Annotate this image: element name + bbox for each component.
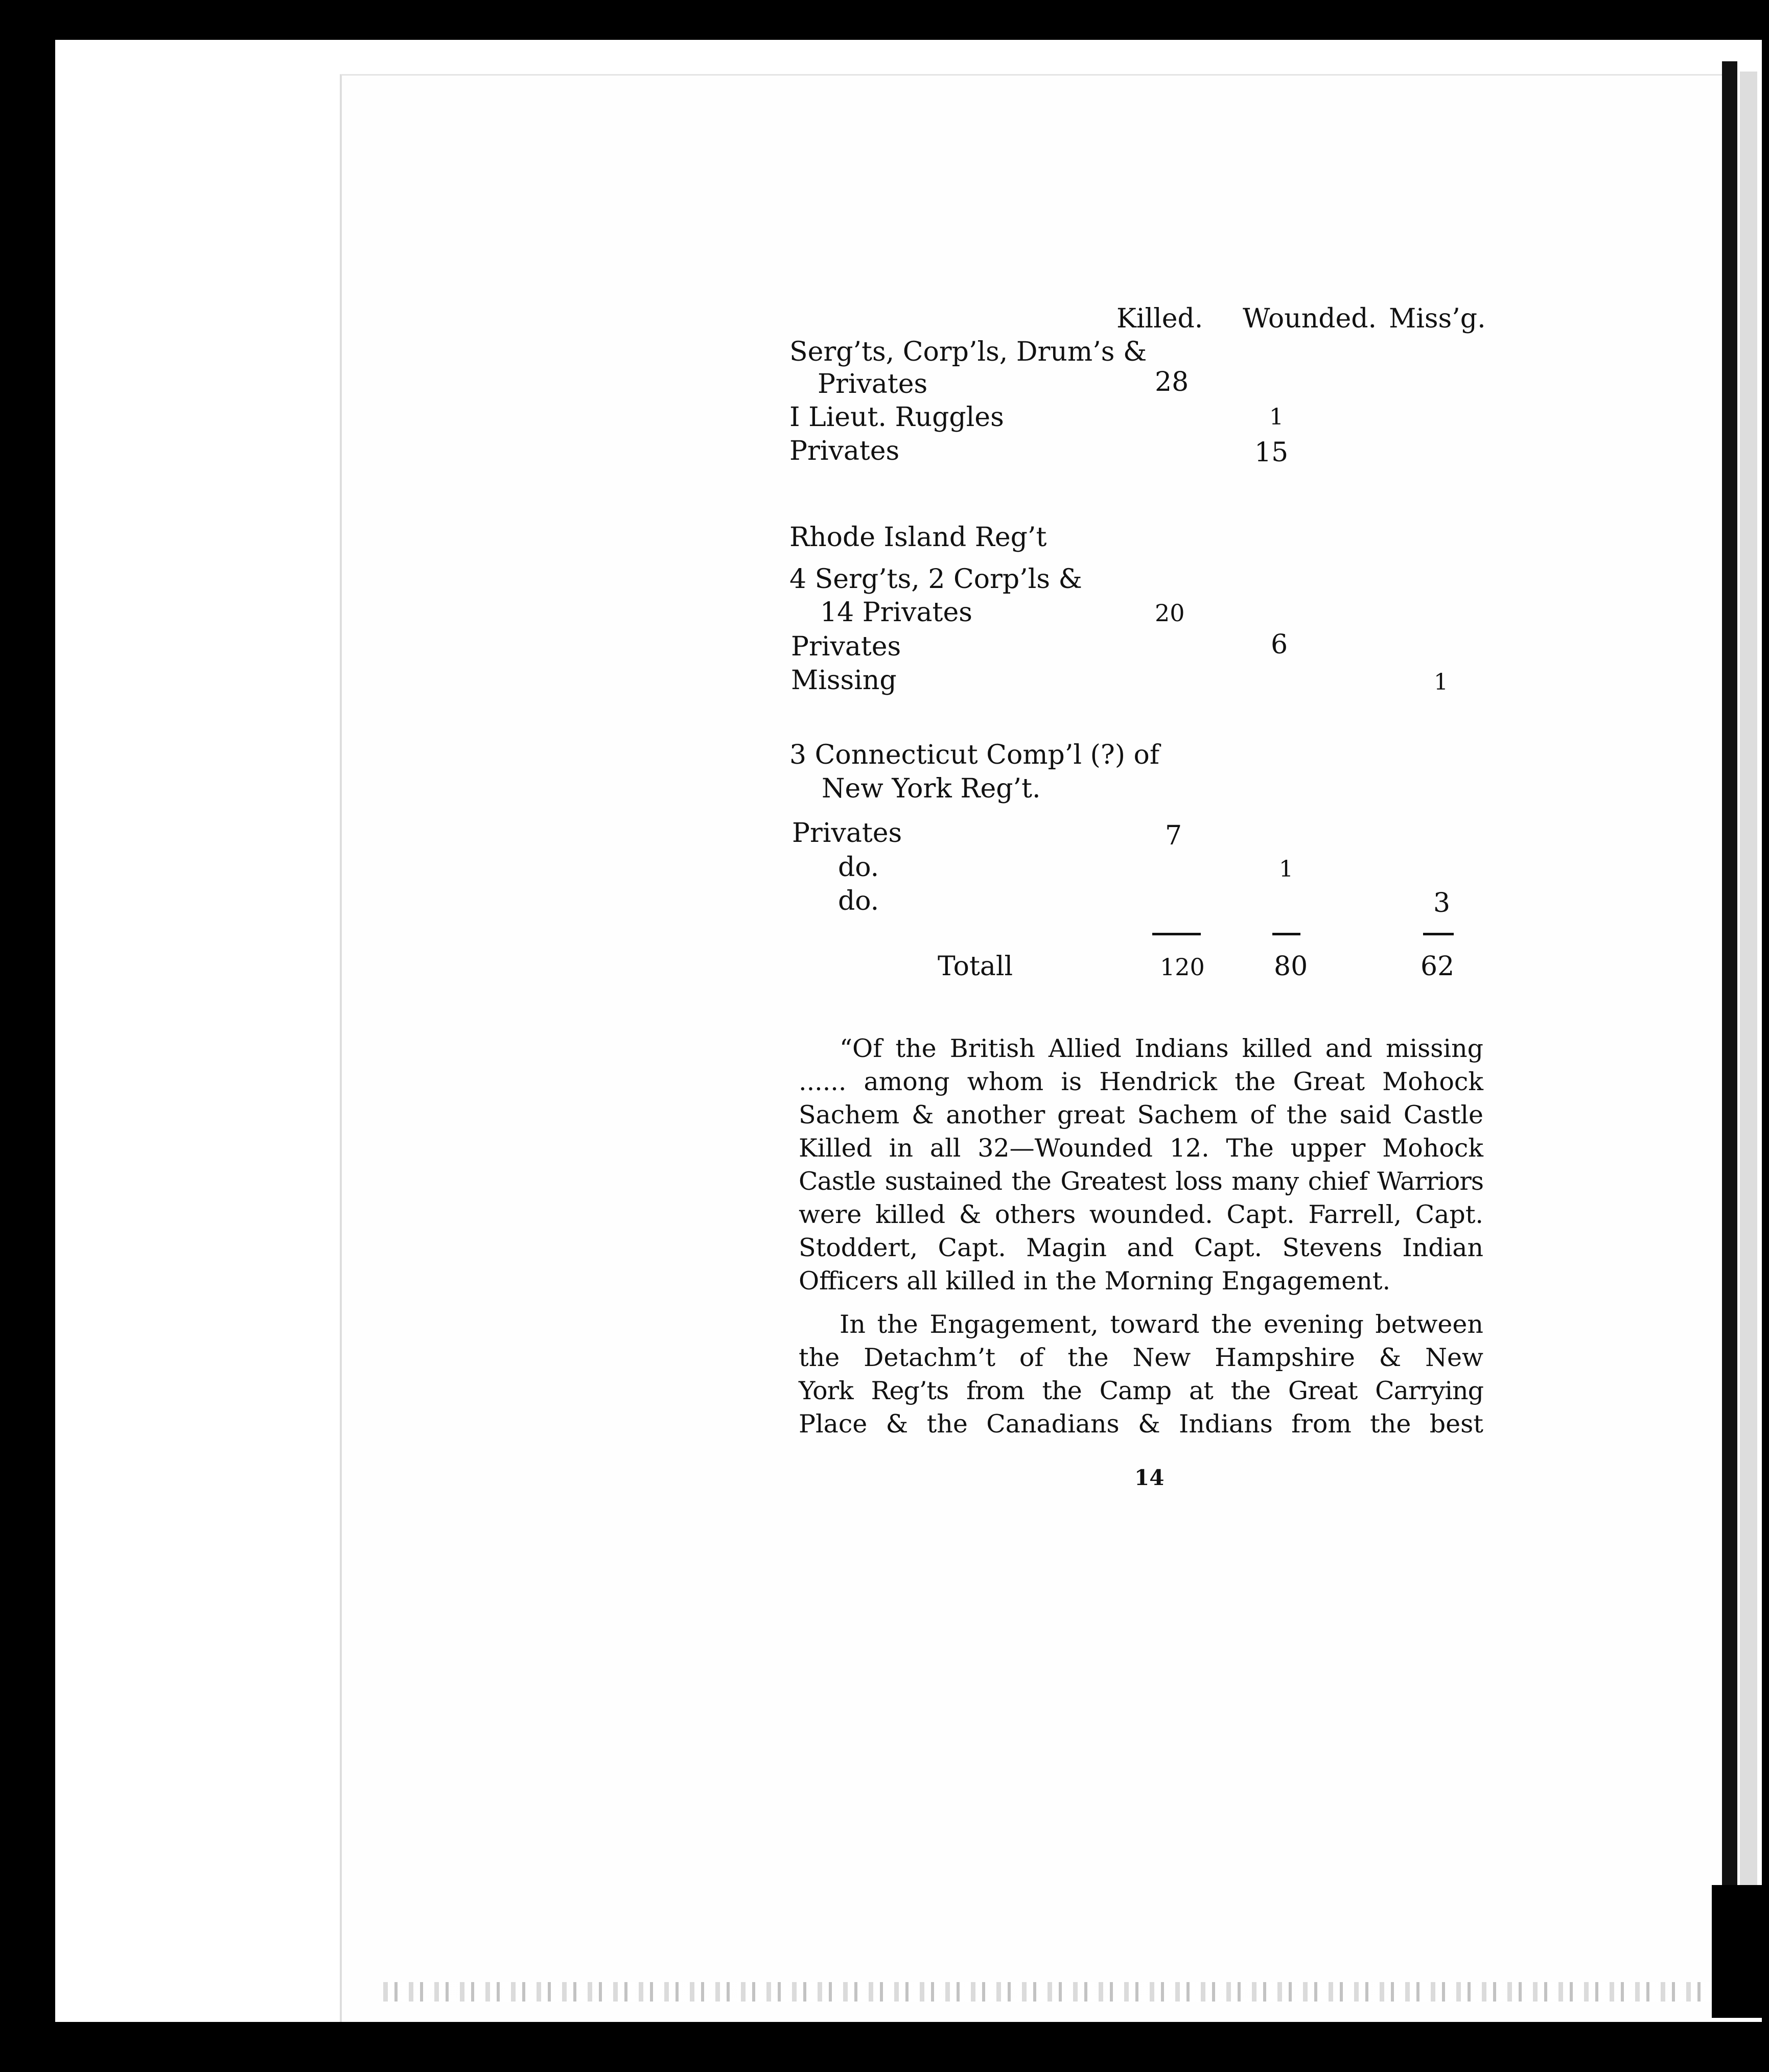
row-label: 3 Connecticut Comp’l (?) of xyxy=(789,740,1160,770)
row-label: Missing xyxy=(791,665,897,696)
paragraph-indian-losses xyxy=(799,1032,1483,1298)
row-label: Privates xyxy=(792,818,902,849)
cell-wounded: 1 xyxy=(1279,856,1293,882)
total-missing: 62 xyxy=(1421,951,1455,982)
text-line: ...... among whom is Hendrick the Great Mohock xyxy=(799,1067,1483,1096)
page-edge-shadow xyxy=(1740,72,1757,1962)
header-missing: Miss’g. xyxy=(1389,303,1486,334)
text-line: Killed in all 32—Wounded 12. The upper Mohock xyxy=(799,1134,1483,1163)
row-label: Privates xyxy=(818,369,928,399)
row-label: Privates xyxy=(791,631,901,662)
text-line: In the Engagement, toward the evening between xyxy=(840,1310,1483,1339)
text-line: the Detachm’t of the New Hampshire & New xyxy=(799,1343,1483,1372)
row-label: I Lieut. Ruggles xyxy=(789,402,1004,433)
page-edge-dark xyxy=(1722,61,1737,2013)
cell-killed: 7 xyxy=(1165,820,1182,851)
page-deckle-edge xyxy=(383,1982,1712,2002)
cell-killed: 20 xyxy=(1155,599,1185,627)
total-rule-missing xyxy=(1423,933,1454,935)
section-heading: Rhode Island Reg’t xyxy=(789,522,1047,553)
text-line: Castle sustained the Greatest loss many chief Warriors xyxy=(799,1167,1483,1196)
text-line: were killed & others wounded. Capt. Farrell, Capt. xyxy=(799,1200,1483,1229)
text-line: Place & the Canadians & Indians from the best xyxy=(799,1409,1483,1439)
total-killed: 120 xyxy=(1160,953,1205,981)
text-line: Sachem & another great Sachem of the said Castle xyxy=(799,1100,1483,1129)
row-label: 14 Privates xyxy=(820,597,972,628)
row-label: 4 Serg’ts, 2 Corp’ls & xyxy=(789,564,1082,595)
cell-missing: 1 xyxy=(1434,669,1448,695)
text-line: Stoddert, Capt. Magin and Capt. Stevens Indian xyxy=(799,1233,1483,1262)
cell-missing: 3 xyxy=(1433,888,1451,919)
text-line: Officers all killed in the Morning Engagement. xyxy=(799,1266,1391,1296)
header-killed: Killed. xyxy=(1116,303,1203,334)
page-corner-block xyxy=(1712,1885,1762,2018)
cell-wounded: 6 xyxy=(1271,629,1288,660)
row-label: New York Reg’t. xyxy=(822,773,1041,804)
total-rule-wounded xyxy=(1272,933,1300,935)
row-label: Privates xyxy=(789,436,900,466)
total-label: Totall xyxy=(938,951,1013,982)
cell-killed: 28 xyxy=(1155,367,1189,397)
cell-wounded: 15 xyxy=(1254,437,1289,468)
row-label: Serg’ts, Corp’ls, Drum’s & xyxy=(789,337,1147,367)
row-label: do. xyxy=(838,852,879,883)
text-line: York Reg’ts from the Camp at the Great Carrying xyxy=(799,1376,1483,1405)
total-rule-killed xyxy=(1152,933,1201,935)
row-label: do. xyxy=(838,886,879,916)
text-line: “Of the British Allied Indians killed and missing xyxy=(840,1034,1483,1063)
header-wounded: Wounded. xyxy=(1243,303,1377,334)
cell-wounded: 1 xyxy=(1269,404,1284,430)
page-number: 14 xyxy=(1134,1465,1165,1490)
total-wounded: 80 xyxy=(1274,951,1308,982)
paragraph-evening-engagement xyxy=(799,1308,1483,1441)
